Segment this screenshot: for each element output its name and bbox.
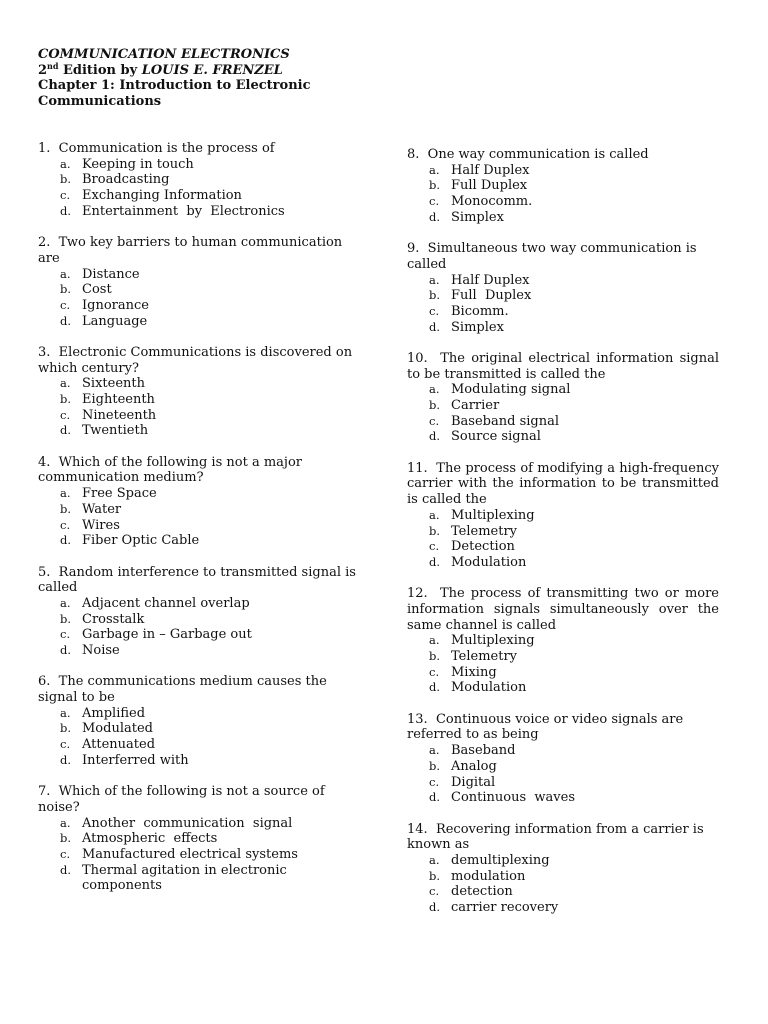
question-7 [38, 784, 358, 894]
option-item [407, 759, 719, 775]
option-text: Eighteenth [82, 392, 155, 408]
option-item [38, 282, 358, 298]
option-item [407, 178, 719, 194]
option-text: Broadcasting [82, 172, 170, 188]
option-text: Adjacent channel overlap [82, 595, 250, 611]
option-item [38, 314, 358, 330]
option-text: Entertainment by Electronics [82, 203, 285, 219]
question-10 [407, 351, 719, 445]
option-letter: d. [429, 900, 441, 915]
option-item [38, 518, 358, 534]
question-prompt: The process of transmitting two or more information signals simultaneously over the same channel is called [407, 586, 720, 633]
option-item [38, 816, 358, 832]
question-number: 7. [38, 784, 51, 800]
option-item [407, 555, 719, 571]
option-text: Ignorance [82, 297, 149, 313]
option-item [407, 524, 719, 540]
option-letter: a. [429, 382, 440, 397]
option-item [38, 831, 358, 847]
option-letter: b. [60, 611, 72, 626]
option-letter: a. [429, 272, 440, 287]
option-letter: d. [60, 423, 72, 438]
option-letter: c. [60, 846, 71, 861]
option-text: Amplified [82, 705, 146, 721]
option-letter: a. [60, 595, 71, 610]
option-item [407, 633, 719, 649]
option-letter: a. [60, 815, 71, 830]
question-6 [38, 674, 358, 768]
question-number: 14. [407, 821, 428, 837]
question-1 [38, 141, 358, 220]
question-prompt: Simultaneous two way communication is called [407, 241, 697, 272]
option-item [38, 423, 358, 439]
option-text: Wires [82, 517, 120, 533]
option-item [407, 304, 719, 320]
option-text: Telemetry [451, 649, 518, 665]
option-letter: c. [60, 297, 71, 312]
document-header [38, 47, 311, 109]
option-list [407, 853, 719, 916]
option-text: detection [451, 884, 513, 900]
option-item [407, 320, 719, 336]
option-text: Keeping in touch [82, 156, 194, 172]
option-text: Mixing [451, 664, 497, 680]
option-text: Source signal [451, 429, 541, 445]
option-letter: d. [60, 643, 72, 658]
question-8 [407, 147, 719, 226]
question-text [38, 674, 358, 705]
question-text [38, 455, 358, 486]
option-text: Bicomm. [451, 303, 509, 319]
option-letter: a. [429, 507, 440, 522]
option-text: Multiplexing [451, 507, 535, 523]
option-text: Language [82, 313, 148, 329]
option-item [38, 863, 358, 894]
option-item [407, 163, 719, 179]
option-list [38, 596, 358, 659]
option-item [38, 502, 358, 518]
option-item [38, 486, 358, 502]
option-letter: a. [429, 743, 440, 758]
option-letter: c. [60, 188, 71, 203]
question-text [38, 235, 358, 266]
option-text: Another communication signal [82, 815, 293, 831]
option-text: Free Space [82, 486, 157, 502]
option-letter: d. [60, 313, 72, 328]
option-text: Twentieth [82, 423, 149, 439]
option-item [38, 188, 358, 204]
option-text: Modulation [451, 554, 527, 570]
edition-suffix: nd [47, 60, 59, 71]
option-item [407, 853, 719, 869]
option-text: Attenuated [82, 737, 156, 753]
option-list [407, 508, 719, 571]
option-letter: d. [429, 680, 441, 695]
question-text [407, 712, 719, 743]
option-letter: c. [429, 539, 440, 554]
option-letter: b. [429, 288, 441, 303]
question-prompt: Which of the following is not a major communication medium? [38, 454, 302, 486]
option-item [38, 376, 358, 392]
option-item [407, 869, 719, 885]
option-list [38, 486, 358, 549]
option-letter: d. [429, 554, 441, 569]
option-letter: b. [429, 649, 441, 664]
option-text: Manufactured electrical systems [82, 846, 298, 862]
option-item [38, 298, 358, 314]
option-list [407, 382, 719, 445]
option-letter: d. [429, 209, 441, 224]
question-number: 12. [407, 586, 428, 602]
option-letter: d. [60, 752, 72, 767]
question-prompt: The communications medium causes the signal to be [38, 674, 327, 706]
option-item [407, 884, 719, 900]
option-item [38, 612, 358, 628]
option-item [38, 706, 358, 722]
option-letter: b. [429, 758, 441, 773]
option-list [38, 157, 358, 220]
question-text [407, 586, 719, 633]
option-text: Fiber Optic Cable [82, 533, 200, 549]
option-text: Baseband [451, 743, 516, 759]
question-prompt: Communication is the process of [58, 141, 275, 156]
option-text: Digital [451, 774, 496, 790]
option-text: Analog [451, 758, 497, 774]
option-item [38, 408, 358, 424]
question-13 [407, 712, 719, 806]
option-item [407, 273, 719, 289]
question-text [407, 147, 719, 163]
option-letter: c. [429, 194, 440, 209]
option-letter: c. [429, 303, 440, 318]
option-letter: b. [429, 868, 441, 883]
option-letter: b. [60, 282, 72, 297]
option-text: modulation [451, 868, 526, 884]
question-2 [38, 235, 358, 329]
option-text: Modulating signal [451, 382, 571, 398]
option-item [38, 204, 358, 220]
option-item [407, 680, 719, 696]
option-letter: b. [60, 392, 72, 407]
question-number: 5. [38, 564, 51, 580]
option-text: Interferred with [82, 752, 189, 768]
option-list [38, 706, 358, 769]
question-text [407, 351, 719, 382]
option-letter: c. [60, 407, 71, 422]
option-item [38, 596, 358, 612]
option-item [407, 398, 719, 414]
option-letter: c. [60, 627, 71, 642]
option-text: Sixteenth [82, 376, 145, 392]
option-list [38, 376, 358, 439]
question-text [407, 822, 719, 853]
option-list [407, 273, 719, 336]
option-text: Atmospheric effects [82, 831, 218, 847]
option-text: Nineteenth [82, 407, 157, 423]
option-item [407, 900, 719, 916]
question-number: 6. [38, 674, 51, 690]
question-number: 4. [38, 454, 51, 470]
edition-line [38, 60, 311, 79]
option-item [38, 267, 358, 283]
option-item [38, 753, 358, 769]
option-item [38, 847, 358, 863]
option-letter: b. [60, 501, 72, 516]
question-prompt: Electronic Communications is discovered on which century? [38, 344, 353, 376]
question-number: 10. [407, 350, 428, 366]
option-letter: c. [429, 774, 440, 789]
option-letter: a. [60, 486, 71, 501]
option-item [407, 288, 719, 304]
option-text: Cost [82, 282, 112, 298]
option-letter: c. [60, 517, 71, 532]
option-text: Full Duplex [451, 178, 528, 194]
option-text: Modulated [82, 721, 153, 737]
option-letter: c. [429, 884, 440, 899]
option-text: Simplex [451, 209, 504, 225]
option-letter: a. [429, 852, 440, 867]
option-item [407, 743, 719, 759]
option-item [38, 643, 358, 659]
option-text: Water [82, 501, 122, 517]
chapter-title-line1: Chapter 1: Introduction to Electronic [38, 78, 311, 94]
option-list [407, 633, 719, 696]
edition-number: 2 [38, 62, 48, 78]
option-text: Carrier [451, 398, 500, 414]
question-text [38, 141, 358, 157]
question-prompt: One way communication is called [427, 147, 649, 162]
option-text: carrier recovery [451, 900, 559, 916]
option-letter: c. [60, 737, 71, 752]
question-number: 11. [407, 460, 428, 476]
option-list [38, 816, 358, 895]
question-5 [38, 565, 358, 659]
option-item [407, 382, 719, 398]
option-letter: c. [429, 413, 440, 428]
option-text: Monocomm. [451, 194, 533, 210]
question-3 [38, 345, 358, 439]
option-letter: b. [429, 523, 441, 538]
option-letter: b. [60, 172, 72, 187]
question-number: 9. [407, 241, 420, 257]
option-text: Continuous waves [451, 790, 575, 806]
option-letter: a. [429, 162, 440, 177]
question-9 [407, 241, 719, 335]
option-item [38, 533, 358, 549]
option-text: Detection [451, 539, 515, 555]
option-letter: d. [60, 862, 72, 877]
option-item [407, 539, 719, 555]
option-item [407, 665, 719, 681]
question-number: 2. [38, 235, 51, 251]
option-item [38, 172, 358, 188]
question-number: 8. [407, 147, 420, 162]
question-prompt: Which of the following is not a source of noise? [38, 784, 325, 815]
option-text: Modulation [451, 680, 527, 696]
option-text: Thermal agitation in electronic components [82, 862, 291, 894]
left-column [38, 141, 358, 910]
option-text: Baseband signal [451, 413, 559, 429]
option-letter: b. [60, 831, 72, 846]
option-letter: d. [60, 203, 72, 218]
option-letter: b. [429, 398, 441, 413]
option-item [407, 649, 719, 665]
option-letter: a. [429, 633, 440, 648]
option-text: Exchanging Information [82, 188, 242, 204]
option-item [38, 627, 358, 643]
option-letter: c. [429, 664, 440, 679]
option-letter: d. [429, 429, 441, 444]
right-column [407, 147, 719, 931]
option-item [407, 210, 719, 226]
option-letter: d. [60, 533, 72, 548]
option-text: Distance [82, 266, 140, 282]
option-item [38, 737, 358, 753]
option-text: Noise [82, 643, 120, 659]
option-item [407, 194, 719, 210]
question-text [407, 461, 719, 508]
option-letter: d. [429, 319, 441, 334]
question-prompt: The original electrical information signal to be transmitted is called the [407, 350, 720, 382]
option-letter: a. [60, 266, 71, 281]
option-item [38, 392, 358, 408]
question-text [38, 345, 358, 376]
option-letter: a. [60, 705, 71, 720]
option-text: Telemetry [451, 523, 518, 539]
option-letter: d. [429, 790, 441, 805]
option-letter: b. [60, 721, 72, 736]
question-prompt: The process of modifying a high-frequency carrier with the information to be transmitted is called the [407, 460, 719, 508]
question-4 [38, 455, 358, 549]
option-text: demultiplexing [451, 852, 550, 868]
option-text: Crosstalk [82, 611, 145, 627]
edition-by: Edition by [58, 62, 142, 78]
option-text: Multiplexing [451, 633, 535, 649]
option-item [38, 721, 358, 737]
option-text: Simplex [451, 319, 504, 335]
option-text: Full Duplex [451, 288, 532, 304]
option-list [407, 163, 719, 226]
question-11 [407, 461, 719, 571]
option-item [407, 429, 719, 445]
book-title: COMMUNICATION ELECTRONICS [38, 47, 290, 62]
option-list [38, 267, 358, 330]
question-number: 13. [407, 711, 428, 727]
option-letter: a. [60, 376, 71, 391]
question-number: 3. [38, 344, 51, 360]
option-letter: a. [60, 156, 71, 171]
question-prompt: Two key barriers to human communication are [38, 235, 343, 266]
option-item [407, 508, 719, 524]
question-12 [407, 586, 719, 696]
option-letter: b. [429, 178, 441, 193]
option-list [407, 743, 719, 806]
question-14 [407, 822, 719, 916]
question-text [38, 784, 358, 815]
option-text: Half Duplex [451, 162, 530, 178]
option-item [407, 790, 719, 806]
question-text [407, 241, 719, 272]
question-prompt: Recovering information from a carrier is known as [407, 821, 704, 853]
question-prompt: Continuous voice or video signals are referred to as being [407, 711, 684, 743]
chapter-title-line2: Communications [38, 93, 162, 109]
option-text: Half Duplex [451, 272, 530, 288]
option-item [38, 157, 358, 173]
author-name: LOUIS E. FRENZEL [141, 62, 283, 78]
question-prompt: Random interference to transmitted signal is called [38, 564, 356, 596]
question-number: 1. [38, 141, 51, 156]
question-text [38, 565, 358, 596]
option-text: Garbage in – Garbage out [82, 627, 252, 643]
option-item [407, 414, 719, 430]
option-item [407, 775, 719, 791]
